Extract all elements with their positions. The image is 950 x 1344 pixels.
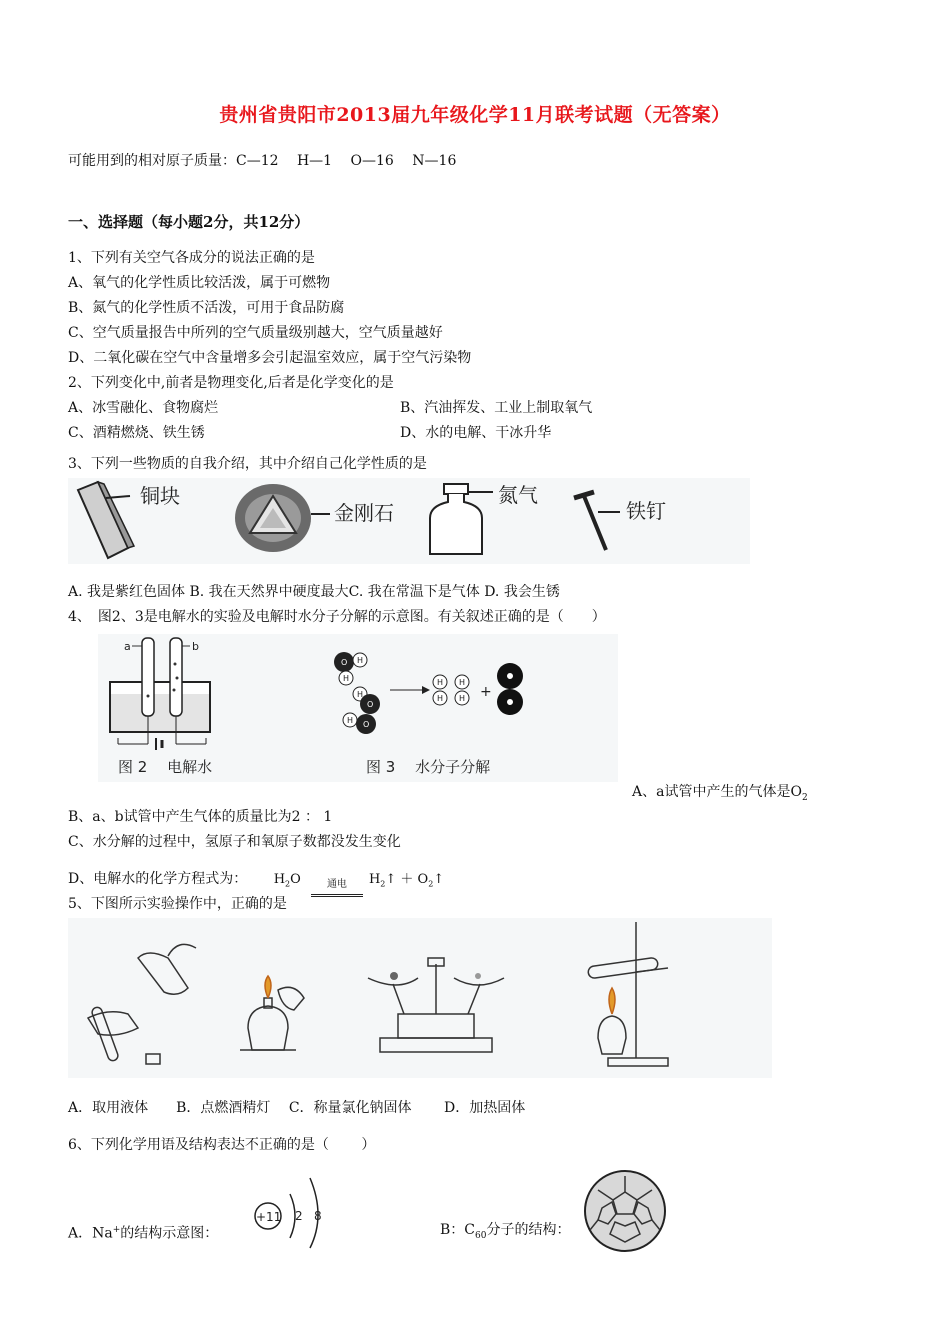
- svg-text:b: b: [192, 640, 199, 653]
- water-decomposition-diagram: [334, 652, 523, 734]
- q3-figure: [68, 478, 750, 564]
- iron-nail-image: [574, 492, 620, 550]
- q2-option-a: A、冰雪融化、食物腐烂: [68, 400, 219, 416]
- diamond-image: [235, 484, 330, 552]
- svg-text:H: H: [459, 694, 466, 703]
- svg-text:H: H: [357, 690, 364, 699]
- q6-option-b: B：$C_{60}$分子的结构：: [440, 1222, 571, 1241]
- label-diamond: 金刚石: [334, 501, 394, 525]
- q4-option-b: B、a、b试管中产生气体的质量比为2 ： 1: [68, 809, 333, 825]
- atomic-masses: 可能用到的相对原子质量：C—12 H—1 O—16 N—16: [68, 153, 457, 169]
- q4-option-d: D、电解水的化学方程式为： $H_2O$ 通电 $H_2↑$ ＋ $O_2↑$: [68, 870, 444, 897]
- svg-text:O: O: [363, 720, 370, 729]
- svg-text:H: H: [459, 678, 466, 687]
- q2-option-c: C、酒精燃烧、铁生锈: [68, 425, 205, 441]
- svg-text:H: H: [343, 674, 350, 683]
- svg-text:+11: +11: [256, 1210, 282, 1224]
- c60-molecule-image: [582, 1168, 668, 1254]
- svg-text:H: H: [437, 678, 444, 687]
- label-nitrogen: 氮气: [498, 483, 538, 507]
- q3-stem: 3、下列一些物质的自我介绍，其中介绍自己化学性质的是: [68, 456, 427, 472]
- section-heading: 一、选择题（每小题2分，共12分）: [68, 213, 310, 231]
- q1-option-c: C、空气质量报告中所列的空气质量级别越大，空气质量越好: [68, 325, 443, 341]
- svg-text:8: 8: [314, 1209, 322, 1223]
- svg-text:O: O: [367, 700, 374, 709]
- label-iron-nail: 铁钉: [626, 499, 666, 523]
- sodium-ion-structure-diagram: [240, 1170, 340, 1250]
- fig2-caption: 图 2 电解水: [118, 758, 213, 776]
- electrolysis-apparatus: [110, 638, 210, 750]
- q1-option-a: A、氧气的化学性质比较活泼，属于可燃物: [68, 275, 331, 291]
- q1-option-b: B、氮气的化学性质不活泼，可用于食品防腐: [68, 300, 345, 316]
- svg-text:H: H: [357, 656, 364, 665]
- svg-text:H: H: [347, 716, 354, 725]
- pouring-liquid-image: [88, 944, 196, 1064]
- svg-text:2: 2: [295, 1209, 303, 1223]
- equation: $H_2O$ 通电 $H_2↑$ ＋ $O_2↑$: [274, 872, 445, 887]
- q5-figure: [68, 918, 772, 1078]
- q4-option-c: C、水分解的过程中，氢原子和氧原子数都没发生变化: [68, 834, 401, 850]
- q6-stem: 6、下列化学用语及结构表达不正确的是（ ）: [68, 1137, 376, 1153]
- q4-stem: 4、 图2、3是电解水的实验及电解时水分子分解的示意图。有关叙述正确的是（ ）: [68, 609, 606, 625]
- copper-block-image: [78, 482, 134, 558]
- svg-text:a: a: [124, 640, 131, 653]
- q2-option-b: B、汽油挥发、工业上制取氧气: [400, 400, 593, 416]
- svg-text:O: O: [341, 658, 348, 667]
- gas-bottle-image: [430, 484, 493, 554]
- q4-option-a: A、a试管中产生的气体是$O_2$: [632, 784, 808, 803]
- q5-stem: 5、下图所示实验操作中，正确的是: [68, 896, 287, 912]
- q2-option-d: D、水的电解、干冰升华: [400, 425, 552, 441]
- alcohol-lamp-image: [240, 976, 304, 1050]
- q2-stem: 2、下列变化中,前者是物理变化,后者是化学变化的是: [68, 375, 394, 391]
- q4-figure: [98, 634, 618, 782]
- q1-stem: 1、下列有关空气各成分的说法正确的是: [68, 250, 315, 266]
- equation-condition: 通电: [311, 876, 363, 897]
- svg-text:H: H: [437, 694, 444, 703]
- label-copper: 铜块: [140, 484, 180, 508]
- page-title: 贵州省贵阳市2013届九年级化学11月联考试题（无答案）: [219, 104, 731, 126]
- svg-text:+: +: [480, 684, 492, 700]
- q5-options: A．取用液体 B．点燃酒精灯 C．称量氯化钠固体 D．加热固体: [68, 1100, 526, 1116]
- fig3-caption: 图 3 水分子分解: [366, 758, 491, 776]
- heating-solid-image: [588, 922, 668, 1066]
- q6-option-a: A．Na+的结构示意图：: [68, 1225, 219, 1242]
- balance-image: [368, 958, 504, 1052]
- q3-options: A. 我是紫红色固体 B. 我在天然界中硬度最大C. 我在常温下是气体 D. 我会生锈: [68, 584, 560, 600]
- q1-option-d: D、二氧化碳在空气中含量增多会引起温室效应，属于空气污染物: [68, 350, 472, 366]
